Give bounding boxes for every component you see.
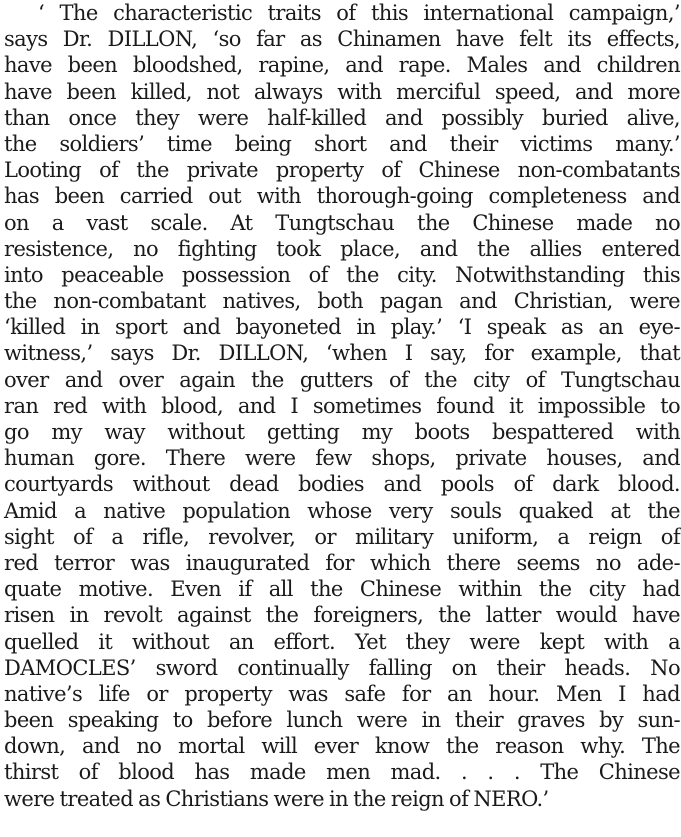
text-line: resistence, no fighting took place, and the allies entered: [4, 236, 680, 261]
text-line: risen in revolt against the foreigners, the latter would have: [4, 603, 680, 628]
text-line: sight of a rifle, revolver, or military uniform, a reign of: [4, 524, 680, 549]
text-line: over and over again the gutters of the city of Tungtschau: [4, 367, 680, 392]
text-line: the soldiers’ time being short and their victims many.’: [4, 131, 680, 156]
text-line: thirst of blood has made men mad. . . . The Chinese: [4, 760, 680, 785]
text-line: the non-combatant natives, both pagan and Christian, were: [4, 289, 680, 314]
text-line: DAMOCLES’ sword continually falling on their heads. No: [4, 655, 680, 680]
text-line: red terror was inaugurated for which there seems no ade-: [4, 550, 680, 575]
text-line: native’s life or property was safe for an hour. Men I had: [4, 681, 680, 706]
text-line: quelled it without an effort. Yet they were kept with a: [4, 629, 680, 654]
text-line: on a vast scale. At Tungtschau the Chinese made no: [4, 210, 680, 235]
text-line: human gore. There were few shops, private houses, and: [4, 446, 680, 471]
text-line: into peaceable possession of the city. Notwithstanding this: [4, 262, 680, 287]
text-line: witness,’ says Dr. DILLON, ‘when I say, for example, that: [4, 341, 680, 366]
text-line: been speaking to before lunch were in their graves by sun-: [4, 708, 680, 733]
text-line: quate motive. Even if all the Chinese within the city had: [4, 577, 680, 602]
text-line: says Dr. DILLON, ‘so far as Chinamen have felt its effects,: [4, 27, 680, 52]
text-line: ‘killed in sport and bayoneted in play.’ ‘I speak as an eye-: [4, 315, 680, 340]
text-line: than once they were half-killed and possibly buried alive,: [4, 105, 680, 130]
document-page: [4, 0, 680, 812]
text-line: courtyards without dead bodies and pools of dark blood.: [4, 472, 680, 497]
text-line: Amid a native population whose very souls quaked at the: [4, 498, 680, 523]
text-line: ran red with blood, and I sometimes found it impossible to: [4, 393, 680, 418]
text-line: ‘ The characteristic traits of this international campaign,’: [38, 1, 680, 25]
text-line: Looting of the private property of Chinese non-combatants: [4, 158, 680, 183]
text-line: down, and no mortal will ever know the reason why. The: [4, 734, 680, 759]
text-line: have been killed, not always with merciful speed, and more: [4, 79, 680, 104]
text-line: were treated as Christians were in the reign of NERO.’: [4, 786, 549, 811]
text-line: has been carried out with thorough-going completeness and: [4, 184, 680, 209]
text-line: go my way without getting my boots bespattered with: [4, 420, 680, 444]
text-line: have been bloodshed, rapine, and rape. Males and children: [4, 53, 680, 78]
